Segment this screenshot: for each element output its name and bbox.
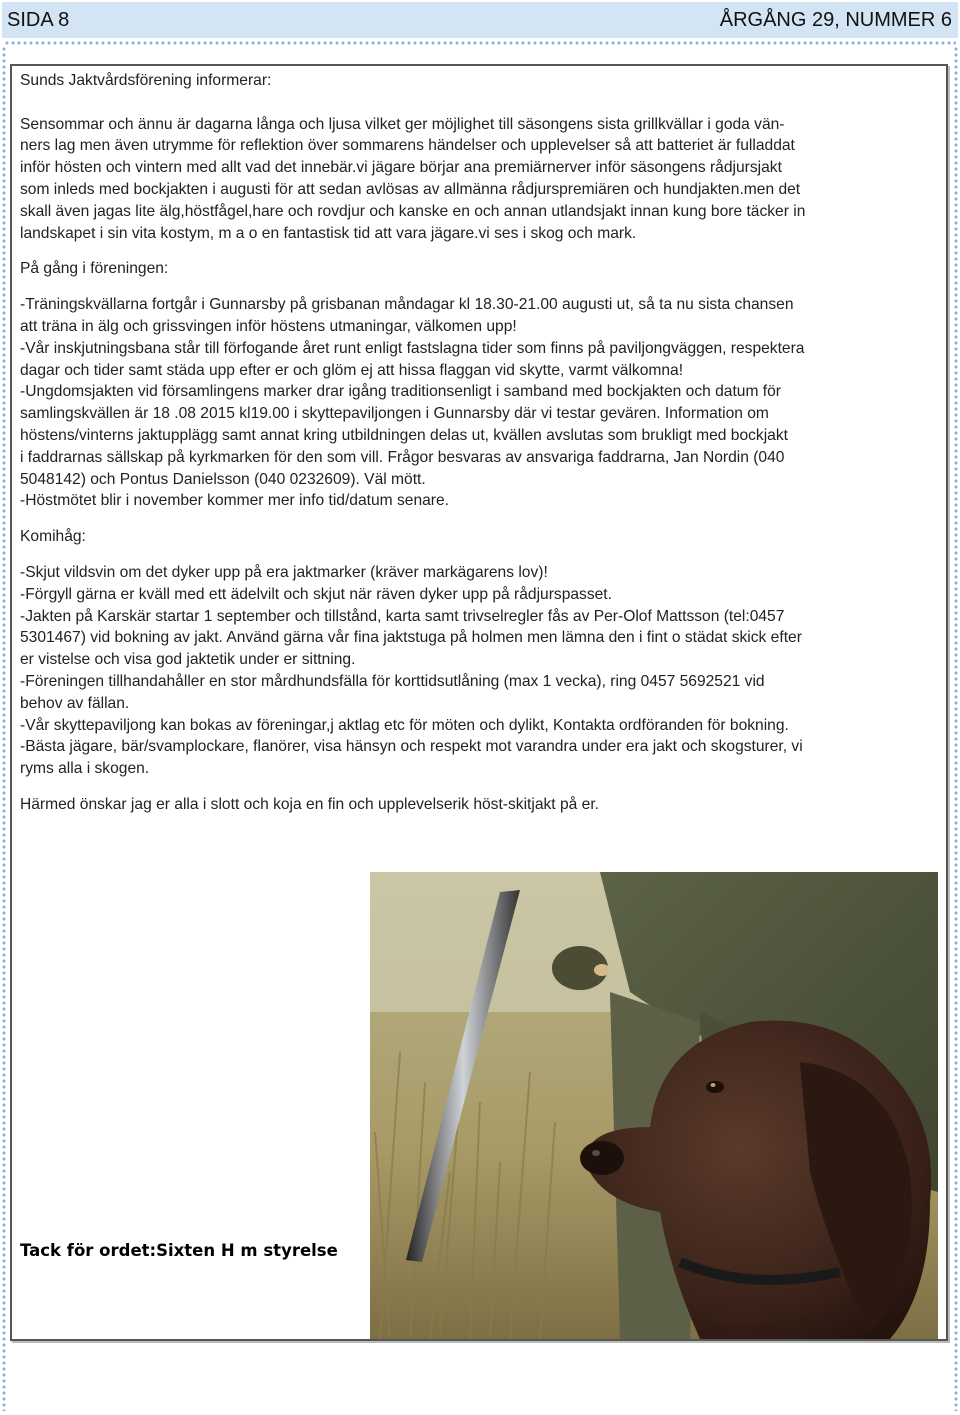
intro-line: ners lag men även utrymme för reflektion över sommarens händelser och upplevelser så att batteriet är fulladdat — [20, 137, 795, 155]
dotted-border-right — [953, 46, 959, 1411]
activity-line: -Ungdomsjakten vid församlingens marker drar igång traditionsenligt i samband med bockjakten och datum för — [20, 383, 782, 401]
reminder-line: -Föreningen tillhandahåller en stor mårdhundsfälla för korttidsutlåning (max 1 vecka), ring 0457 5692521 vid — [20, 672, 765, 690]
page-header — [2, 2, 958, 38]
reminder-line: behov av fällan. — [20, 694, 130, 712]
intro-line: skall även jagas lite älg,höstfågel,hare och rovdjur och kanske en och annan utlandsjakt innan kung bore täcker in — [20, 202, 806, 220]
closing-line: Härmed önskar jag er alla i slott och koja en fin och upplevelserik höst-skitjakt på er. — [20, 795, 599, 813]
reminder-line: -Vår skyttepaviljong kan bokas av föreningar,j aktlag etc för möten och dylikt, Kontakta ordföranden för bokning. — [20, 716, 789, 734]
activity-line: dagar och tider samt städa upp efter er och glöm ej att hissa flaggan vid skytte, varmt välkomna! — [20, 361, 684, 379]
activity-line: 5048142) och Pontus Danielsson (040 0232609). Väl mött. — [20, 470, 426, 488]
section-title-reminders: Komihåg: — [20, 528, 86, 546]
intro-line: som inleds med bockjakten i augusti för att sedan avlösas av allmänna rådjurspremiären och hundjakten.men det — [20, 180, 801, 198]
activity-line: höstens/vinterns jaktupplägg samt annat kring utbildningen delas ut, kvällen avslutas som brukligt med bockjakt — [20, 426, 788, 444]
activity-line: i faddrarnas sällskap på kyrkmarken för den som vill. Frågor besvaras av ansvariga faddrarna, Jan Nordin (040 — [20, 448, 785, 466]
article-heading: Sunds Jaktvårdsförening informerar: — [20, 72, 272, 89]
intro-line: Sensommar och ännu är dagarna långa och ljusa vilket ger möjlighet till säsongens sista grillkvällar i goda vän- — [20, 115, 785, 133]
reminder-line: -Skjut vildsvin om det dyker upp på era jaktmarker (kräver markägarens lov)! — [20, 563, 548, 581]
reminder-line: 5301467) vid bokning av jakt. Använd gärna vår fina jaktstuga på holmen men lämna den i fint o städat skick efter — [20, 629, 802, 647]
dotted-border-top — [4, 40, 956, 46]
activity-line: -Vår inskjutningsbana står till förfogande året runt enligt fastslagna tider som finns på paviljongväggen, respektera — [20, 339, 805, 357]
article-body — [20, 70, 940, 816]
reminder-line: -Bästa jägare, bär/svamplockare, flanörer, visa hänsyn och respekt mot varandra under era jakt och skogsturer, vi — [20, 738, 803, 756]
page-number: SIDA 8 — [7, 8, 70, 31]
activity-line: -Höstmötet blir i november kommer mer info tid/datum senare. — [20, 492, 449, 510]
hunter-dog-photo — [370, 872, 938, 1339]
activity-line: att träna in älg och grissvingen inför höstens utmaningar, välkomen upp! — [20, 317, 517, 335]
issue-label: ÅRGÅNG 29, NUMMER 6 — [719, 8, 952, 31]
intro-line: inför hösten och vintern med allt vad det innebär.vi jägare börjar ana premiärnerver inför säsongens rådjursjakt — [20, 159, 782, 177]
section-title-activities: På gång i föreningen: — [20, 260, 169, 278]
activity-line: samlingskvällen är 18 .08 2015 kl19.00 i skyttepaviljongen i Gunnarsby där vi testar gevären. Information om — [20, 405, 769, 423]
signature: Tack för ordet:Sixten H m styrelse — [20, 1241, 338, 1260]
reminder-line: ryms alla i skogen. — [20, 760, 150, 778]
reminder-line: -Förgyll gärna er kväll med ett ädelvilt och skjut när räven dyker upp på rådjurspasset. — [20, 585, 612, 603]
intro-line: landskapet i sin vita kostym, m a o en fantastisk tid att vara jägare.vi ses i skog och mark. — [20, 224, 637, 242]
dotted-border-left — [1, 46, 7, 1411]
activity-line: -Träningskvällarna fortgår i Gunnarsby på grisbanan måndagar kl 18.30-21.00 augusti ut, så ta nu sista chansen — [20, 296, 794, 314]
reminder-line: -Jakten på Karskär startar 1 september och tillstånd, karta samt trivselregler fås av Per-Olof Mattsson (tel:0457 — [20, 607, 785, 625]
reminder-line: er vistelse och visa god jaktetik under er sittning. — [20, 651, 356, 669]
